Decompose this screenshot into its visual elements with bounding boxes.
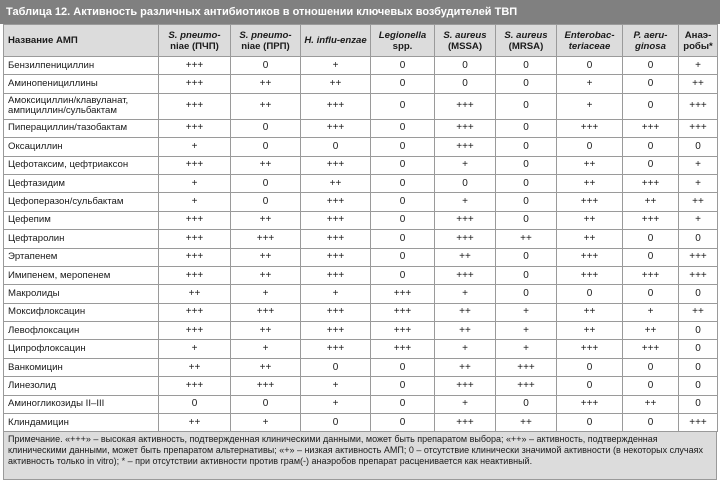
activity-cell: 0 — [557, 377, 623, 395]
activity-cell: ++ — [231, 358, 301, 376]
activity-cell: + — [231, 285, 301, 303]
activity-cell: 0 — [231, 174, 301, 192]
activity-cell: +++ — [557, 266, 623, 284]
activity-cell: 0 — [496, 174, 557, 192]
drug-name-cell: Линезолид — [4, 377, 159, 395]
activity-cell: 0 — [623, 156, 679, 174]
drug-name-cell: Оксациллин — [4, 138, 159, 156]
activity-cell: 0 — [371, 414, 435, 432]
activity-cell: 0 — [371, 395, 435, 413]
activity-cell: +++ — [557, 119, 623, 137]
activity-cell: +++ — [557, 340, 623, 358]
activity-cell: 0 — [557, 138, 623, 156]
activity-cell: ++ — [231, 266, 301, 284]
activity-cell: +++ — [301, 230, 371, 248]
activity-cell: +++ — [435, 119, 496, 137]
activity-cell: 0 — [371, 211, 435, 229]
activity-cell: +++ — [679, 119, 718, 137]
activity-cell: +++ — [496, 377, 557, 395]
column-header-label: (MRSA) — [508, 40, 544, 52]
drug-name-cell: Левофлоксацин — [4, 322, 159, 340]
drug-name-cell: Цефтаролин — [4, 230, 159, 248]
activity-cell: + — [496, 340, 557, 358]
column-header — [231, 25, 301, 57]
activity-cell: 0 — [371, 57, 435, 75]
activity-cell: +++ — [159, 93, 231, 119]
activity-cell: +++ — [435, 414, 496, 432]
activity-cell: ++ — [435, 248, 496, 266]
activity-cell: 0 — [371, 193, 435, 211]
activity-cell: 0 — [435, 57, 496, 75]
activity-cell: +++ — [301, 93, 371, 119]
activity-cell: ++ — [231, 211, 301, 229]
activity-cell: 0 — [496, 211, 557, 229]
activity-cell: 0 — [623, 138, 679, 156]
activity-cell: + — [231, 414, 301, 432]
activity-cell: ++ — [231, 322, 301, 340]
table-header-row — [4, 25, 718, 57]
activity-cell: ++ — [496, 230, 557, 248]
activity-cell: + — [496, 322, 557, 340]
activity-cell: +++ — [159, 57, 231, 75]
column-header-label: spp. — [392, 40, 413, 52]
activity-cell: + — [557, 93, 623, 119]
drug-name-cell: Клиндамицин — [4, 414, 159, 432]
drug-name-cell: Моксифлоксацин — [4, 303, 159, 321]
table-row — [4, 414, 718, 432]
activity-cell: +++ — [435, 211, 496, 229]
activity-cell: 0 — [623, 93, 679, 119]
table-row — [4, 340, 718, 358]
column-header — [371, 25, 435, 57]
activity-cell: 0 — [496, 156, 557, 174]
column-header-organism: Enterobac-teriaceae — [564, 29, 615, 52]
activity-cell: ++ — [231, 93, 301, 119]
activity-cell: + — [679, 211, 718, 229]
table-row — [4, 193, 718, 211]
activity-cell: 0 — [371, 119, 435, 137]
activity-cell: ++ — [231, 75, 301, 93]
activity-cell: + — [435, 340, 496, 358]
activity-cell: + — [679, 156, 718, 174]
activity-cell: + — [301, 285, 371, 303]
activity-cell: +++ — [159, 322, 231, 340]
activity-cell: +++ — [159, 266, 231, 284]
activity-cell: 0 — [231, 193, 301, 211]
activity-cell: ++ — [301, 174, 371, 192]
table-title: Таблица 12. Активность различных антибиотиков в отношении ключевых возбудителей ТВП — [0, 0, 720, 24]
activity-cell: + — [159, 340, 231, 358]
drug-name-cell: Амоксициллин/клавуланат, ампициллин/сульбактам — [4, 93, 159, 119]
activity-cell: +++ — [301, 119, 371, 137]
activity-cell: ++ — [496, 414, 557, 432]
activity-cell: ++ — [435, 322, 496, 340]
drug-name-cell: Цефепим — [4, 211, 159, 229]
activity-cell: 0 — [371, 156, 435, 174]
activity-cell: + — [301, 395, 371, 413]
column-header — [301, 25, 371, 57]
activity-cell: ++ — [623, 395, 679, 413]
activity-cell: ++ — [159, 285, 231, 303]
activity-cell: 0 — [496, 266, 557, 284]
table-row — [4, 138, 718, 156]
drug-name-cell: Ванкомицин — [4, 358, 159, 376]
activity-cell: +++ — [435, 138, 496, 156]
activity-cell: ++ — [435, 358, 496, 376]
activity-cell: + — [301, 377, 371, 395]
activity-cell: 0 — [371, 75, 435, 93]
activity-cell: +++ — [371, 340, 435, 358]
activity-cell: 0 — [679, 285, 718, 303]
activity-cell: 0 — [679, 395, 718, 413]
activity-cell: + — [231, 340, 301, 358]
activity-cell: 0 — [496, 119, 557, 137]
table-row — [4, 377, 718, 395]
column-header-organism: S. aureus — [443, 29, 487, 41]
drug-name-cell: Цефотаксим, цефтриаксон — [4, 156, 159, 174]
table-row — [4, 285, 718, 303]
column-header — [435, 25, 496, 57]
activity-cell: +++ — [557, 248, 623, 266]
drug-name-cell: Бензилпенициллин — [4, 57, 159, 75]
activity-cell: +++ — [159, 75, 231, 93]
activity-cell: 0 — [557, 57, 623, 75]
column-header-label: niae (ПРП) — [241, 40, 290, 52]
column-header — [623, 25, 679, 57]
activity-cell: +++ — [159, 377, 231, 395]
activity-cell: +++ — [231, 377, 301, 395]
column-header — [4, 25, 159, 57]
activity-cell: + — [679, 174, 718, 192]
activity-cell: +++ — [435, 230, 496, 248]
activity-cell: +++ — [301, 340, 371, 358]
activity-cell: 0 — [371, 266, 435, 284]
activity-cell: 0 — [159, 395, 231, 413]
activity-cell: 0 — [435, 75, 496, 93]
column-header — [557, 25, 623, 57]
activity-cell: 0 — [623, 377, 679, 395]
activity-cell: 0 — [231, 119, 301, 137]
activity-cell: +++ — [435, 377, 496, 395]
table-row — [4, 174, 718, 192]
column-header-organism: H. influ-enzae — [304, 35, 367, 46]
activity-cell: +++ — [159, 211, 231, 229]
activity-cell: + — [159, 193, 231, 211]
activity-cell: ++ — [557, 156, 623, 174]
activity-cell: +++ — [371, 303, 435, 321]
activity-cell: 0 — [496, 93, 557, 119]
activity-cell: 0 — [623, 75, 679, 93]
column-header-label: niae (ПЧП) — [170, 40, 219, 52]
column-header-organism: P. aeru-ginosa — [633, 29, 668, 52]
activity-cell: 0 — [557, 414, 623, 432]
column-header — [496, 25, 557, 57]
table-row — [4, 119, 718, 137]
activity-cell: +++ — [496, 358, 557, 376]
column-header-organism: S. pneumo- — [168, 29, 221, 41]
activity-cell: +++ — [679, 248, 718, 266]
table-row — [4, 211, 718, 229]
drug-name-cell: Цефтазидим — [4, 174, 159, 192]
activity-cell: 0 — [371, 377, 435, 395]
activity-cell: +++ — [301, 266, 371, 284]
activity-cell: ++ — [557, 322, 623, 340]
column-header-label: (MSSA) — [447, 40, 483, 52]
activity-cell: 0 — [496, 75, 557, 93]
activity-cell: 0 — [557, 285, 623, 303]
activity-cell: 0 — [496, 193, 557, 211]
activity-cell: 0 — [623, 57, 679, 75]
activity-cell: +++ — [557, 395, 623, 413]
activity-cell: +++ — [435, 266, 496, 284]
activity-cell: +++ — [435, 93, 496, 119]
drug-name-cell: Цефоперазон/сульбактам — [4, 193, 159, 211]
activity-cell: ++ — [301, 75, 371, 93]
activity-cell: ++ — [557, 211, 623, 229]
activity-cell: +++ — [301, 193, 371, 211]
activity-cell: ++ — [623, 193, 679, 211]
drug-name-cell: Аминопенициллины — [4, 75, 159, 93]
activity-cell: 0 — [301, 138, 371, 156]
activity-cell: 0 — [679, 340, 718, 358]
activity-cell: +++ — [623, 119, 679, 137]
activity-cell: +++ — [557, 193, 623, 211]
table-row — [4, 266, 718, 284]
activity-cell: + — [159, 138, 231, 156]
activity-cell: ++ — [679, 193, 718, 211]
activity-cell: 0 — [301, 358, 371, 376]
activity-cell: +++ — [679, 93, 718, 119]
column-header — [159, 25, 231, 57]
activity-cell: +++ — [301, 322, 371, 340]
activity-cell: 0 — [623, 248, 679, 266]
drug-name-cell: Макролиды — [4, 285, 159, 303]
activity-cell: ++ — [557, 174, 623, 192]
activity-cell: + — [557, 75, 623, 93]
activity-cell: 0 — [496, 57, 557, 75]
activity-cell: +++ — [159, 230, 231, 248]
activity-cell: 0 — [679, 377, 718, 395]
activity-cell: + — [679, 57, 718, 75]
activity-cell: 0 — [679, 230, 718, 248]
activity-cell: 0 — [371, 230, 435, 248]
activity-cell: ++ — [623, 322, 679, 340]
column-header — [679, 25, 718, 57]
activity-cell: + — [301, 57, 371, 75]
activity-cell: +++ — [301, 303, 371, 321]
drug-name-cell: Эртапенем — [4, 248, 159, 266]
activity-cell: 0 — [679, 322, 718, 340]
activity-cell: 0 — [496, 138, 557, 156]
column-header-label: Название АМП — [8, 35, 78, 46]
activity-cell: + — [435, 193, 496, 211]
activity-cell: 0 — [557, 358, 623, 376]
activity-cell: +++ — [231, 303, 301, 321]
column-header-organism: Legionella — [378, 29, 427, 41]
activity-cell: +++ — [159, 119, 231, 137]
activity-cell: + — [435, 285, 496, 303]
table-row — [4, 75, 718, 93]
activity-cell: ++ — [557, 303, 623, 321]
activity-cell: 0 — [623, 230, 679, 248]
table-row — [4, 395, 718, 413]
activity-cell: ++ — [231, 156, 301, 174]
activity-cell: +++ — [679, 414, 718, 432]
table-row — [4, 248, 718, 266]
activity-cell: 0 — [231, 57, 301, 75]
activity-cell: +++ — [623, 211, 679, 229]
activity-cell: 0 — [435, 174, 496, 192]
drug-name-cell: Пиперациллин/тазобактам — [4, 119, 159, 137]
activity-cell: ++ — [679, 75, 718, 93]
activity-cell: 0 — [623, 414, 679, 432]
activity-cell: 0 — [301, 414, 371, 432]
drug-name-cell: Ципрофлоксацин — [4, 340, 159, 358]
activity-cell: 0 — [623, 358, 679, 376]
activity-cell: 0 — [496, 285, 557, 303]
activity-cell: 0 — [371, 358, 435, 376]
activity-cell: 0 — [371, 174, 435, 192]
activity-cell: ++ — [435, 303, 496, 321]
column-header-label: Анаэ-робы* — [683, 29, 713, 52]
activity-cell: 0 — [371, 93, 435, 119]
activity-cell: +++ — [301, 248, 371, 266]
activity-cell: +++ — [231, 230, 301, 248]
activity-cell: 0 — [496, 248, 557, 266]
table-row — [4, 57, 718, 75]
activity-cell: ++ — [679, 303, 718, 321]
activity-cell: +++ — [301, 211, 371, 229]
activity-cell: + — [496, 303, 557, 321]
column-header-organism: S. pneumo- — [239, 29, 292, 41]
activity-cell: 0 — [623, 285, 679, 303]
drug-name-cell: Имипенем, меропенем — [4, 266, 159, 284]
table-row — [4, 322, 718, 340]
table-row — [4, 230, 718, 248]
activity-cell: +++ — [159, 248, 231, 266]
activity-cell: + — [623, 303, 679, 321]
activity-cell: ++ — [231, 248, 301, 266]
drug-name-cell: Аминогликозиды II–III — [4, 395, 159, 413]
activity-cell: +++ — [159, 303, 231, 321]
activity-cell: 0 — [679, 138, 718, 156]
activity-cell: +++ — [159, 156, 231, 174]
activity-cell: +++ — [301, 156, 371, 174]
activity-cell: 0 — [496, 395, 557, 413]
activity-cell: +++ — [623, 340, 679, 358]
column-header-organism: S. aureus — [504, 29, 548, 41]
activity-cell: 0 — [679, 358, 718, 376]
activity-cell: 0 — [371, 138, 435, 156]
table-row — [4, 156, 718, 174]
activity-cell: 0 — [231, 138, 301, 156]
activity-cell: 0 — [231, 395, 301, 413]
activity-cell: +++ — [623, 174, 679, 192]
activity-cell: +++ — [679, 266, 718, 284]
table-row — [4, 303, 718, 321]
activity-cell: +++ — [371, 322, 435, 340]
activity-cell: ++ — [159, 358, 231, 376]
activity-cell: + — [435, 395, 496, 413]
activity-cell: 0 — [371, 248, 435, 266]
table-row — [4, 358, 718, 376]
activity-cell: ++ — [557, 230, 623, 248]
activity-cell: + — [435, 156, 496, 174]
activity-cell: +++ — [623, 266, 679, 284]
table-row — [4, 93, 718, 119]
antibiotic-activity-table — [3, 24, 718, 432]
activity-cell: + — [159, 174, 231, 192]
activity-cell: ++ — [159, 414, 231, 432]
table-note: Примечание. «+++» – высокая активность, подтвержденная клиническими данными, может быть препаратом выбора; «++» – активность, подтвержденная клиническими данными, может быть препаратом альтернативы; «+» – низкая активность АМП; 0 – отсутствие клинически значимой активности (в некоторых случаях активность только in vitro); * – при отсутствии активности против грам(-) анаэробов препарат расценивается как неактивный. — [3, 432, 717, 480]
activity-cell: +++ — [371, 285, 435, 303]
